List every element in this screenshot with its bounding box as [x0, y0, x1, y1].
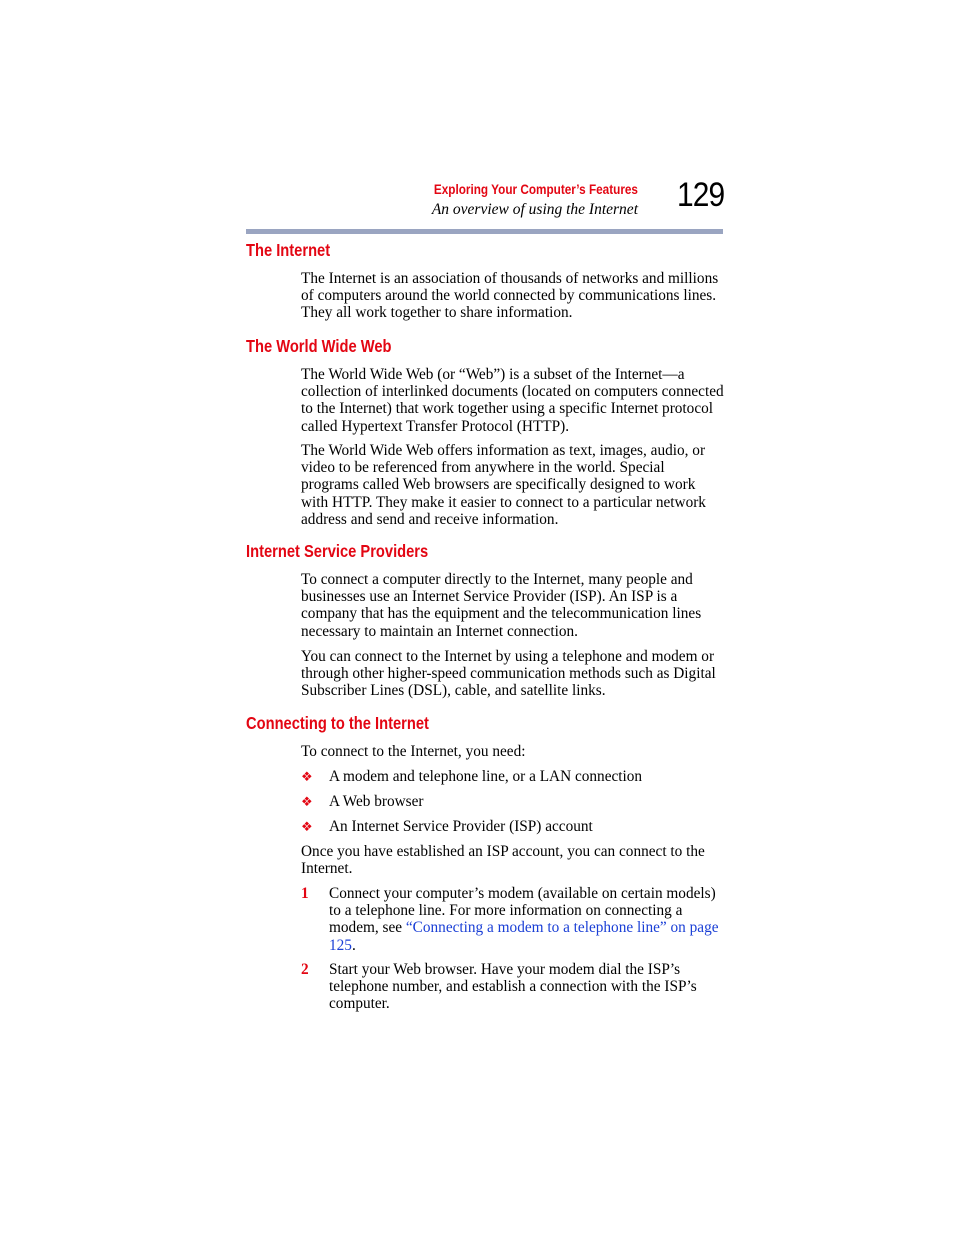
step-2: [301, 961, 726, 1013]
bullet-diamond-icon: ❖: [301, 769, 313, 784]
step-number: 1: [301, 885, 309, 902]
bullet-diamond-icon: ❖: [301, 819, 313, 834]
paragraph-web-1: The World Wide Web (or “Web”) is a subset of the Internet—a collection of interlinked documents (located on computers connected to the Internet) that work together using a specific Internet protocol called Hypertext Transfer Protocol (HTTP).: [301, 366, 724, 435]
paragraph-web-2: The World Wide Web offers information as text, images, audio, or video to be referenced from anywhere in the world. Special programs called Web browsers are specifically designed to work with HTTP. They make it easier to connect to a particular network address and send and receive information.: [301, 442, 706, 528]
page-number: 129: [677, 176, 725, 214]
heading-isp: Internet Service Providers: [246, 541, 429, 561]
cross-reference-link[interactable]: “Connecting a modem to a telephone line” on page 125: [329, 919, 719, 954]
step-text-end: .: [351, 936, 356, 954]
heading-connecting: Connecting to the Internet: [246, 713, 429, 733]
running-header-chapter-title: Exploring Your Computer’s Features: [433, 181, 638, 197]
bullet-text: An Internet Service Provider (ISP) account: [329, 818, 593, 835]
step-text: Connect your computer’s modem (available on certain models) to a telephone line. For more information on connecting a modem, see: [329, 885, 716, 937]
header-rule: [246, 229, 723, 234]
paragraph-connecting-intro: To connect to the Internet, you need:: [301, 743, 526, 760]
step-text: Start your Web browser. Have your modem dial the ISP’s telephone number, and establish a connection with the ISP’s computer.: [329, 961, 697, 1013]
bullet-diamond-icon: ❖: [301, 794, 313, 809]
paragraph-isp-2: You can connect to the Internet by using a telephone and modem or through other higher-speed communication methods such as Digital Subscriber Lines (DSL), cable, and satellite links.: [301, 648, 716, 700]
step-1: [301, 885, 726, 954]
step-body: [329, 885, 726, 954]
paragraph-isp-1: To connect a computer directly to the Internet, many people and businesses use an Internet Service Provider (ISP). An ISP is a company that has the equipment and the telecommunication lines necessary to maintain an Internet connection.: [301, 571, 702, 640]
bullet-text: A modem and telephone line, or a LAN connection: [329, 768, 643, 785]
running-header-section-subtitle: An overview of using the Internet: [431, 201, 638, 218]
paragraph-internet: The Internet is an association of thousands of networks and millions of computers around the world connected by communications lines. They all work together to share information.: [301, 270, 719, 322]
step-number: 2: [301, 961, 309, 978]
bullet-text: A Web browser: [329, 793, 424, 810]
paragraph-after-bullets: Once you have established an ISP account, you can connect to the Internet.: [301, 843, 705, 878]
heading-world-wide-web: The World Wide Web: [246, 336, 392, 356]
heading-the-internet: The Internet: [246, 240, 331, 260]
